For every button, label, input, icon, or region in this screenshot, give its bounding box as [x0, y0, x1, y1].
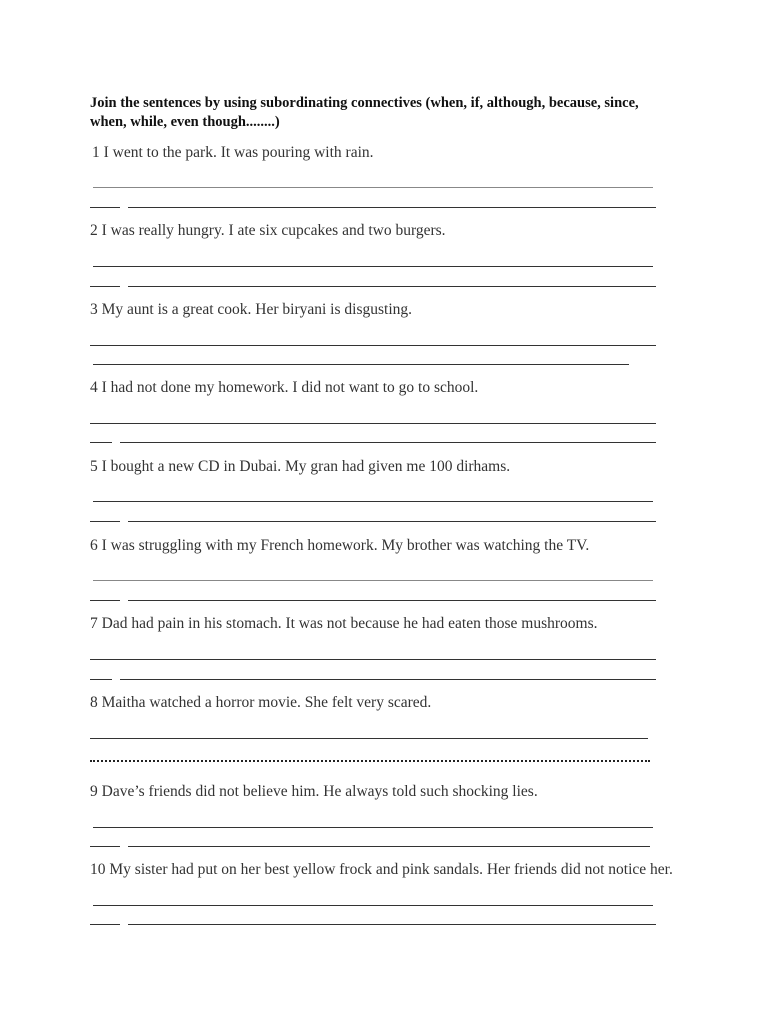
answer-line — [128, 924, 656, 925]
answer-line — [90, 207, 120, 208]
question-6: 6 I was struggling with my French homework. My brother was watching the TV. — [90, 537, 590, 554]
question-10: 10 My sister had put on her best yellow frock and pink sandals. Her friends did not notice her. — [90, 861, 673, 878]
answer-line — [90, 442, 112, 443]
answer-line — [90, 423, 656, 424]
answer-line — [90, 345, 656, 346]
answer-line — [120, 679, 656, 680]
question-2: 2 I was really hungry. I ate six cupcakes and two burgers. — [90, 222, 446, 239]
answer-line — [90, 679, 112, 680]
question-1: 1 I went to the park. It was pouring with rain. — [92, 144, 374, 161]
answer-line — [128, 286, 656, 287]
answer-line — [90, 738, 648, 739]
answer-line — [128, 207, 656, 208]
answer-line — [90, 924, 120, 925]
question-9: 9 Dave’s friends did not believe him. He always told such shocking lies. — [90, 783, 538, 800]
answer-line — [90, 600, 120, 601]
answer-line — [93, 905, 653, 906]
answer-line — [128, 521, 656, 522]
question-4: 4 I had not done my homework. I did not want to go to school. — [90, 379, 479, 396]
answer-line — [93, 266, 653, 267]
answer-line — [93, 501, 653, 502]
answer-line — [90, 521, 120, 522]
question-5: 5 I bought a new CD in Dubai. My gran had given me 100 dirhams. — [90, 458, 511, 475]
answer-line — [120, 442, 656, 443]
answer-line — [90, 286, 120, 287]
question-8: 8 Maitha watched a horror movie. She felt very scared. — [90, 694, 432, 711]
answer-line — [90, 846, 120, 847]
answer-line-dotted — [90, 760, 650, 762]
answer-line — [128, 600, 656, 601]
worksheet-instructions: Join the sentences by using subordinating connectives (when, if, although, because, since, when, while, even though........) — [90, 95, 639, 130]
answer-line — [128, 846, 650, 847]
question-3: 3 My aunt is a great cook. Her biryani is disgusting. — [90, 301, 413, 318]
question-7: 7 Dad had pain in his stomach. It was not because he had eaten those mushrooms. — [90, 615, 598, 632]
answer-line — [93, 364, 629, 365]
answer-line — [93, 187, 653, 188]
answer-line — [93, 827, 653, 828]
answer-line — [93, 580, 653, 581]
answer-line — [90, 659, 656, 660]
